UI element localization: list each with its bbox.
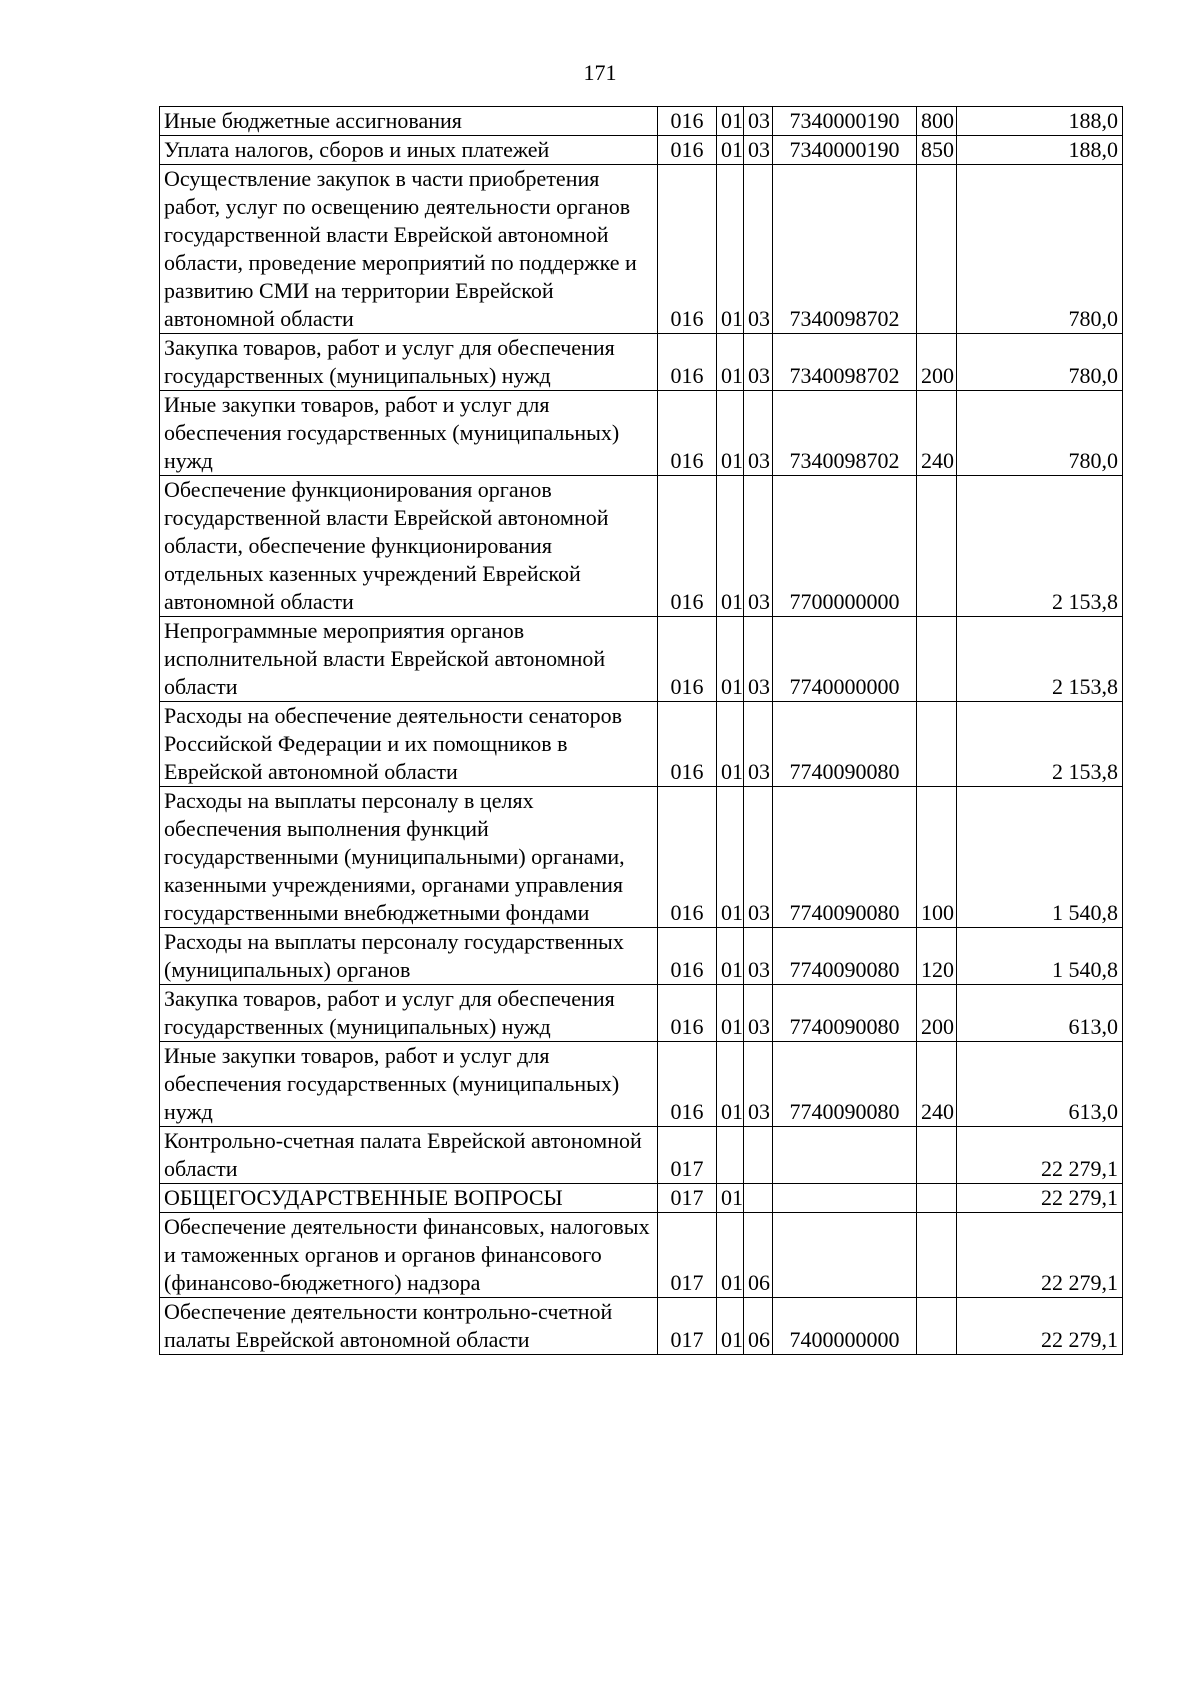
cell-target-article: 7700000000 <box>773 476 917 617</box>
cell-amount: 22 279,1 <box>957 1213 1123 1298</box>
cell-name: Закупка товаров, работ и услуг для обеспечения государственных (муниципальных) нужд <box>160 985 658 1042</box>
cell-expense-type <box>917 1213 957 1298</box>
cell-target-article <box>773 1127 917 1184</box>
cell-section-code: 01 <box>717 136 744 165</box>
cell-name: Осуществление закупок в части приобретения работ, услуг по освещению деятельности органов государственной власти Еврейской автономной области, проведение мероприятий по поддержке и развитию СМИ на территории Еврейской автономной области <box>160 165 658 334</box>
table-row <box>160 928 1123 985</box>
cell-expense-type: 200 <box>917 985 957 1042</box>
cell-target-article: 7340000190 <box>773 107 917 136</box>
table-row <box>160 787 1123 928</box>
cell-section-code: 01 <box>717 985 744 1042</box>
cell-target-article: 7340098702 <box>773 334 917 391</box>
cell-target-article: 7740090080 <box>773 702 917 787</box>
cell-subsection-code: 03 <box>744 787 773 928</box>
cell-name: Расходы на выплаты персоналу в целях обеспечения выполнения функций государственными (муниципальными) органами, казенными учреждениями, органами управления государственными внебюджетными фондами <box>160 787 658 928</box>
cell-subsection-code: 06 <box>744 1213 773 1298</box>
table-row <box>160 617 1123 702</box>
cell-section-code: 01 <box>717 1213 744 1298</box>
page-number: 171 <box>583 60 617 85</box>
table-row <box>160 985 1123 1042</box>
cell-amount: 2 153,8 <box>957 617 1123 702</box>
cell-name: Контрольно-счетная палата Еврейской автономной области <box>160 1127 658 1184</box>
table-row <box>160 334 1123 391</box>
cell-section-code: 01 <box>717 702 744 787</box>
cell-ministry-code: 016 <box>658 617 717 702</box>
cell-subsection-code: 03 <box>744 165 773 334</box>
table-row <box>160 107 1123 136</box>
cell-ministry-code: 016 <box>658 702 717 787</box>
table-row <box>160 1127 1123 1184</box>
cell-amount: 22 279,1 <box>957 1127 1123 1184</box>
cell-amount: 2 153,8 <box>957 702 1123 787</box>
table-row <box>160 165 1123 334</box>
cell-name: Закупка товаров, работ и услуг для обеспечения государственных (муниципальных) нужд <box>160 334 658 391</box>
cell-ministry-code: 017 <box>658 1213 717 1298</box>
cell-target-article: 7340098702 <box>773 391 917 476</box>
cell-section-code: 01 <box>717 928 744 985</box>
cell-target-article: 7740000000 <box>773 617 917 702</box>
cell-subsection-code: 03 <box>744 136 773 165</box>
cell-expense-type <box>917 1298 957 1355</box>
cell-target-article: 7740090080 <box>773 985 917 1042</box>
cell-ministry-code: 017 <box>658 1184 717 1213</box>
cell-target-article: 7740090080 <box>773 928 917 985</box>
cell-subsection-code: 06 <box>744 1298 773 1355</box>
cell-amount: 780,0 <box>957 334 1123 391</box>
cell-section-code: 01 <box>717 617 744 702</box>
cell-subsection-code <box>744 1184 773 1213</box>
cell-name: Обеспечение деятельности контрольно-счетной палаты Еврейской автономной области <box>160 1298 658 1355</box>
cell-expense-type <box>917 1184 957 1213</box>
cell-amount: 22 279,1 <box>957 1184 1123 1213</box>
cell-section-code <box>717 1127 744 1184</box>
cell-ministry-code: 016 <box>658 136 717 165</box>
cell-amount: 188,0 <box>957 107 1123 136</box>
table-row <box>160 1298 1123 1355</box>
cell-subsection-code <box>744 1127 773 1184</box>
cell-amount: 780,0 <box>957 391 1123 476</box>
cell-section-code: 01 <box>717 165 744 334</box>
budget-table-body <box>160 107 1123 1355</box>
cell-name: Расходы на обеспечение деятельности сенаторов Российской Федерации и их помощников в Еврейской автономной области <box>160 702 658 787</box>
cell-target-article <box>773 1184 917 1213</box>
cell-section-code: 01 <box>717 1184 744 1213</box>
cell-subsection-code: 03 <box>744 985 773 1042</box>
cell-subsection-code: 03 <box>744 107 773 136</box>
cell-expense-type: 120 <box>917 928 957 985</box>
cell-expense-type: 100 <box>917 787 957 928</box>
cell-ministry-code: 016 <box>658 1042 717 1127</box>
cell-section-code: 01 <box>717 334 744 391</box>
cell-subsection-code: 03 <box>744 391 773 476</box>
cell-ministry-code: 017 <box>658 1127 717 1184</box>
cell-ministry-code: 016 <box>658 985 717 1042</box>
cell-amount: 2 153,8 <box>957 476 1123 617</box>
cell-ministry-code: 017 <box>658 1298 717 1355</box>
cell-amount: 613,0 <box>957 985 1123 1042</box>
cell-name: Иные закупки товаров, работ и услуг для обеспечения государственных (муниципальных) нужд <box>160 1042 658 1127</box>
cell-ministry-code: 016 <box>658 334 717 391</box>
table-row <box>160 1184 1123 1213</box>
cell-amount: 188,0 <box>957 136 1123 165</box>
cell-section-code: 01 <box>717 476 744 617</box>
cell-expense-type: 240 <box>917 1042 957 1127</box>
table-row <box>160 702 1123 787</box>
cell-expense-type <box>917 702 957 787</box>
cell-subsection-code: 03 <box>744 476 773 617</box>
cell-ministry-code: 016 <box>658 391 717 476</box>
cell-subsection-code: 03 <box>744 617 773 702</box>
cell-amount: 22 279,1 <box>957 1298 1123 1355</box>
cell-target-article: 7740090080 <box>773 1042 917 1127</box>
table-row <box>160 1213 1123 1298</box>
cell-expense-type: 200 <box>917 334 957 391</box>
cell-ministry-code: 016 <box>658 787 717 928</box>
cell-section-code: 01 <box>717 1298 744 1355</box>
cell-subsection-code: 03 <box>744 928 773 985</box>
cell-subsection-code: 03 <box>744 1042 773 1127</box>
cell-name: Иные закупки товаров, работ и услуг для обеспечения государственных (муниципальных) нужд <box>160 391 658 476</box>
cell-amount: 1 540,8 <box>957 787 1123 928</box>
cell-target-article <box>773 1213 917 1298</box>
cell-expense-type: 850 <box>917 136 957 165</box>
cell-name: Обеспечение функционирования органов государственной власти Еврейской автономной области, обеспечение функционирования отдельных казенных учреждений Еврейской автономной области <box>160 476 658 617</box>
cell-name: Непрограммные мероприятия органов исполнительной власти Еврейской автономной области <box>160 617 658 702</box>
table-row <box>160 136 1123 165</box>
cell-amount: 613,0 <box>957 1042 1123 1127</box>
cell-name: Расходы на выплаты персоналу государственных (муниципальных) органов <box>160 928 658 985</box>
cell-name: Обеспечение деятельности финансовых, налоговых и таможенных органов и органов финансового (финансово-бюджетного) надзора <box>160 1213 658 1298</box>
table-row <box>160 1042 1123 1127</box>
cell-target-article: 7740090080 <box>773 787 917 928</box>
cell-target-article: 7340098702 <box>773 165 917 334</box>
cell-ministry-code: 016 <box>658 107 717 136</box>
cell-expense-type <box>917 476 957 617</box>
cell-expense-type <box>917 617 957 702</box>
cell-ministry-code: 016 <box>658 476 717 617</box>
cell-amount: 780,0 <box>957 165 1123 334</box>
table-row <box>160 476 1123 617</box>
cell-section-code: 01 <box>717 787 744 928</box>
cell-expense-type: 800 <box>917 107 957 136</box>
cell-subsection-code: 03 <box>744 334 773 391</box>
cell-expense-type: 240 <box>917 391 957 476</box>
cell-expense-type <box>917 1127 957 1184</box>
cell-target-article: 7340000190 <box>773 136 917 165</box>
cell-expense-type <box>917 165 957 334</box>
cell-name: Иные бюджетные ассигнования <box>160 107 658 136</box>
cell-subsection-code: 03 <box>744 702 773 787</box>
cell-target-article: 7400000000 <box>773 1298 917 1355</box>
cell-ministry-code: 016 <box>658 165 717 334</box>
budget-table <box>159 106 1123 1355</box>
cell-section-code: 01 <box>717 391 744 476</box>
cell-name: Уплата налогов, сборов и иных платежей <box>160 136 658 165</box>
cell-name: ОБЩЕГОСУДАРСТВЕННЫЕ ВОПРОСЫ <box>160 1184 658 1213</box>
cell-amount: 1 540,8 <box>957 928 1123 985</box>
cell-section-code: 01 <box>717 107 744 136</box>
cell-ministry-code: 016 <box>658 928 717 985</box>
table-row <box>160 391 1123 476</box>
cell-section-code: 01 <box>717 1042 744 1127</box>
